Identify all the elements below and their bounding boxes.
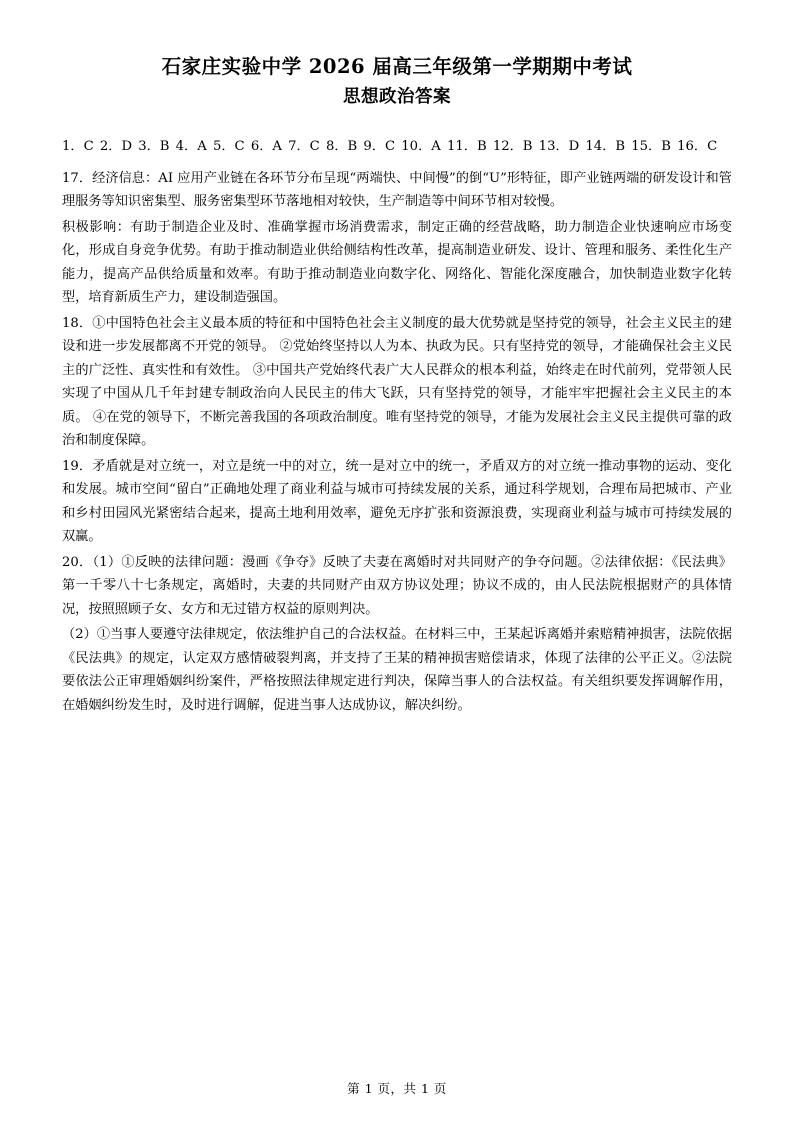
answer-paragraph-20-1: 20．（1）①反映的法律问题：漫画《争夺》反映了夫妻在离婚时对共同财产的争夺问题。②法律依据：《民法典》第一千零八十七条规定，离婚时，夫妻的共同财产由双方协议处理；协议不成的，由人民法院根据财产的具体情况，按照照顾子女、女方和无过错方权益的原则判决。 [62,554,732,617]
answer-paragraph-19: 19．矛盾就是对立统一，对立是统一中的对立，统一是对立中的统一，矛盾双方的对立统一推动事物的运动、变化和发展。城市空间“留白”正确地处理了商业利益与城市可持续发展的关系，通过科学规划，合理布局把城市、产业和乡村田园风光紧密结合起来，提高土地利用效率，避免无序扩张和资源浪费，实现商业利益与城市可持续发展的双赢。 [62,458,732,545]
answer-paragraph-17: 17．经济信息：AI 应用产业链在各环节分布呈现“两端快、中间慢”的倒“U”形特征，即产业链两端的研发设计和管理服务等知识密集型、服务密集型环节落地相对较快，生产制造等中间环节相对较慢。 [62,170,732,210]
page-footer: 第 1 页，共 1 页 [347,1081,447,1096]
answer-paragraph-18: 18．①中国特色社会主义最本质的特征和中国特色社会主义制度的最大优势就是坚持党的领导，社会主义民主的建设和进一步发展都离不开党的领导。 ②党始终坚持以人为本、执政为民。只有坚持党的领导，才能确保社会主义民主的广泛性、真实性和有效性。 ③中国共产党始终代表广大人民群众的根本利益，始终走在时代前列，党带领人民实现了中国从几千年封建专制政治向人民民主的伟大飞跃，只有坚持党的领导，才能牢牢把握社会主义民主的本质。 ④在党的领导下，不断完善我国的各项政治制度。唯有坚持党的领导，才能为发展社会主义民主提供可靠的政治和制度保障。 [62,315,732,449]
objective-answers: 1．C 2．D 3．B 4．A 5．C 6．A 7．C 8．B 9．C 10．A 11．B 12．B 13．D 14．B 15．B 16．C [62,139,718,155]
page-title: 石家庄实验中学 2026 届高三年级第一学期期中考试 [161,55,633,78]
title-block [62,52,732,111]
answer-paragraph-20-2: （2）①当事人要遵守法律规定，依法维护自己的合法权益。在材料三中，王某起诉离婚并索赔精神损害，法院依据《民法典》的规定，认定双方感情破裂判离，并支持了王某的精神损害赔偿请求，体现了法律的公平正义。②法院要依法公正审理婚姻纠纷案件，严格按照法律规定进行判决，保障当事人的合法权益。有关组织要发挥调解作用，在婚姻纠纷发生时，及时进行调解，促进当事人达成协议，解决纠纷。 [62,627,732,713]
answer-body [62,135,732,717]
page-subtitle: 思想政治答案 [343,87,451,108]
answer-paragraph-17-impact: 积极影响：有助于制造企业及时、准确掌握市场消费需求，制定正确的经营战略，助力制造企业快速响应市场变化，形成自身竞争优势。有助于推动制造业供给侧结构性改革，提高制造业研发、设计、管理和服务、柔性化生产能力，提高产品供给质量和效率。有助于推动制造业向数字化、网络化、智能化深度融合，加快制造业数字化转型，培育新质生产力，建设制造强国。 [62,219,732,306]
